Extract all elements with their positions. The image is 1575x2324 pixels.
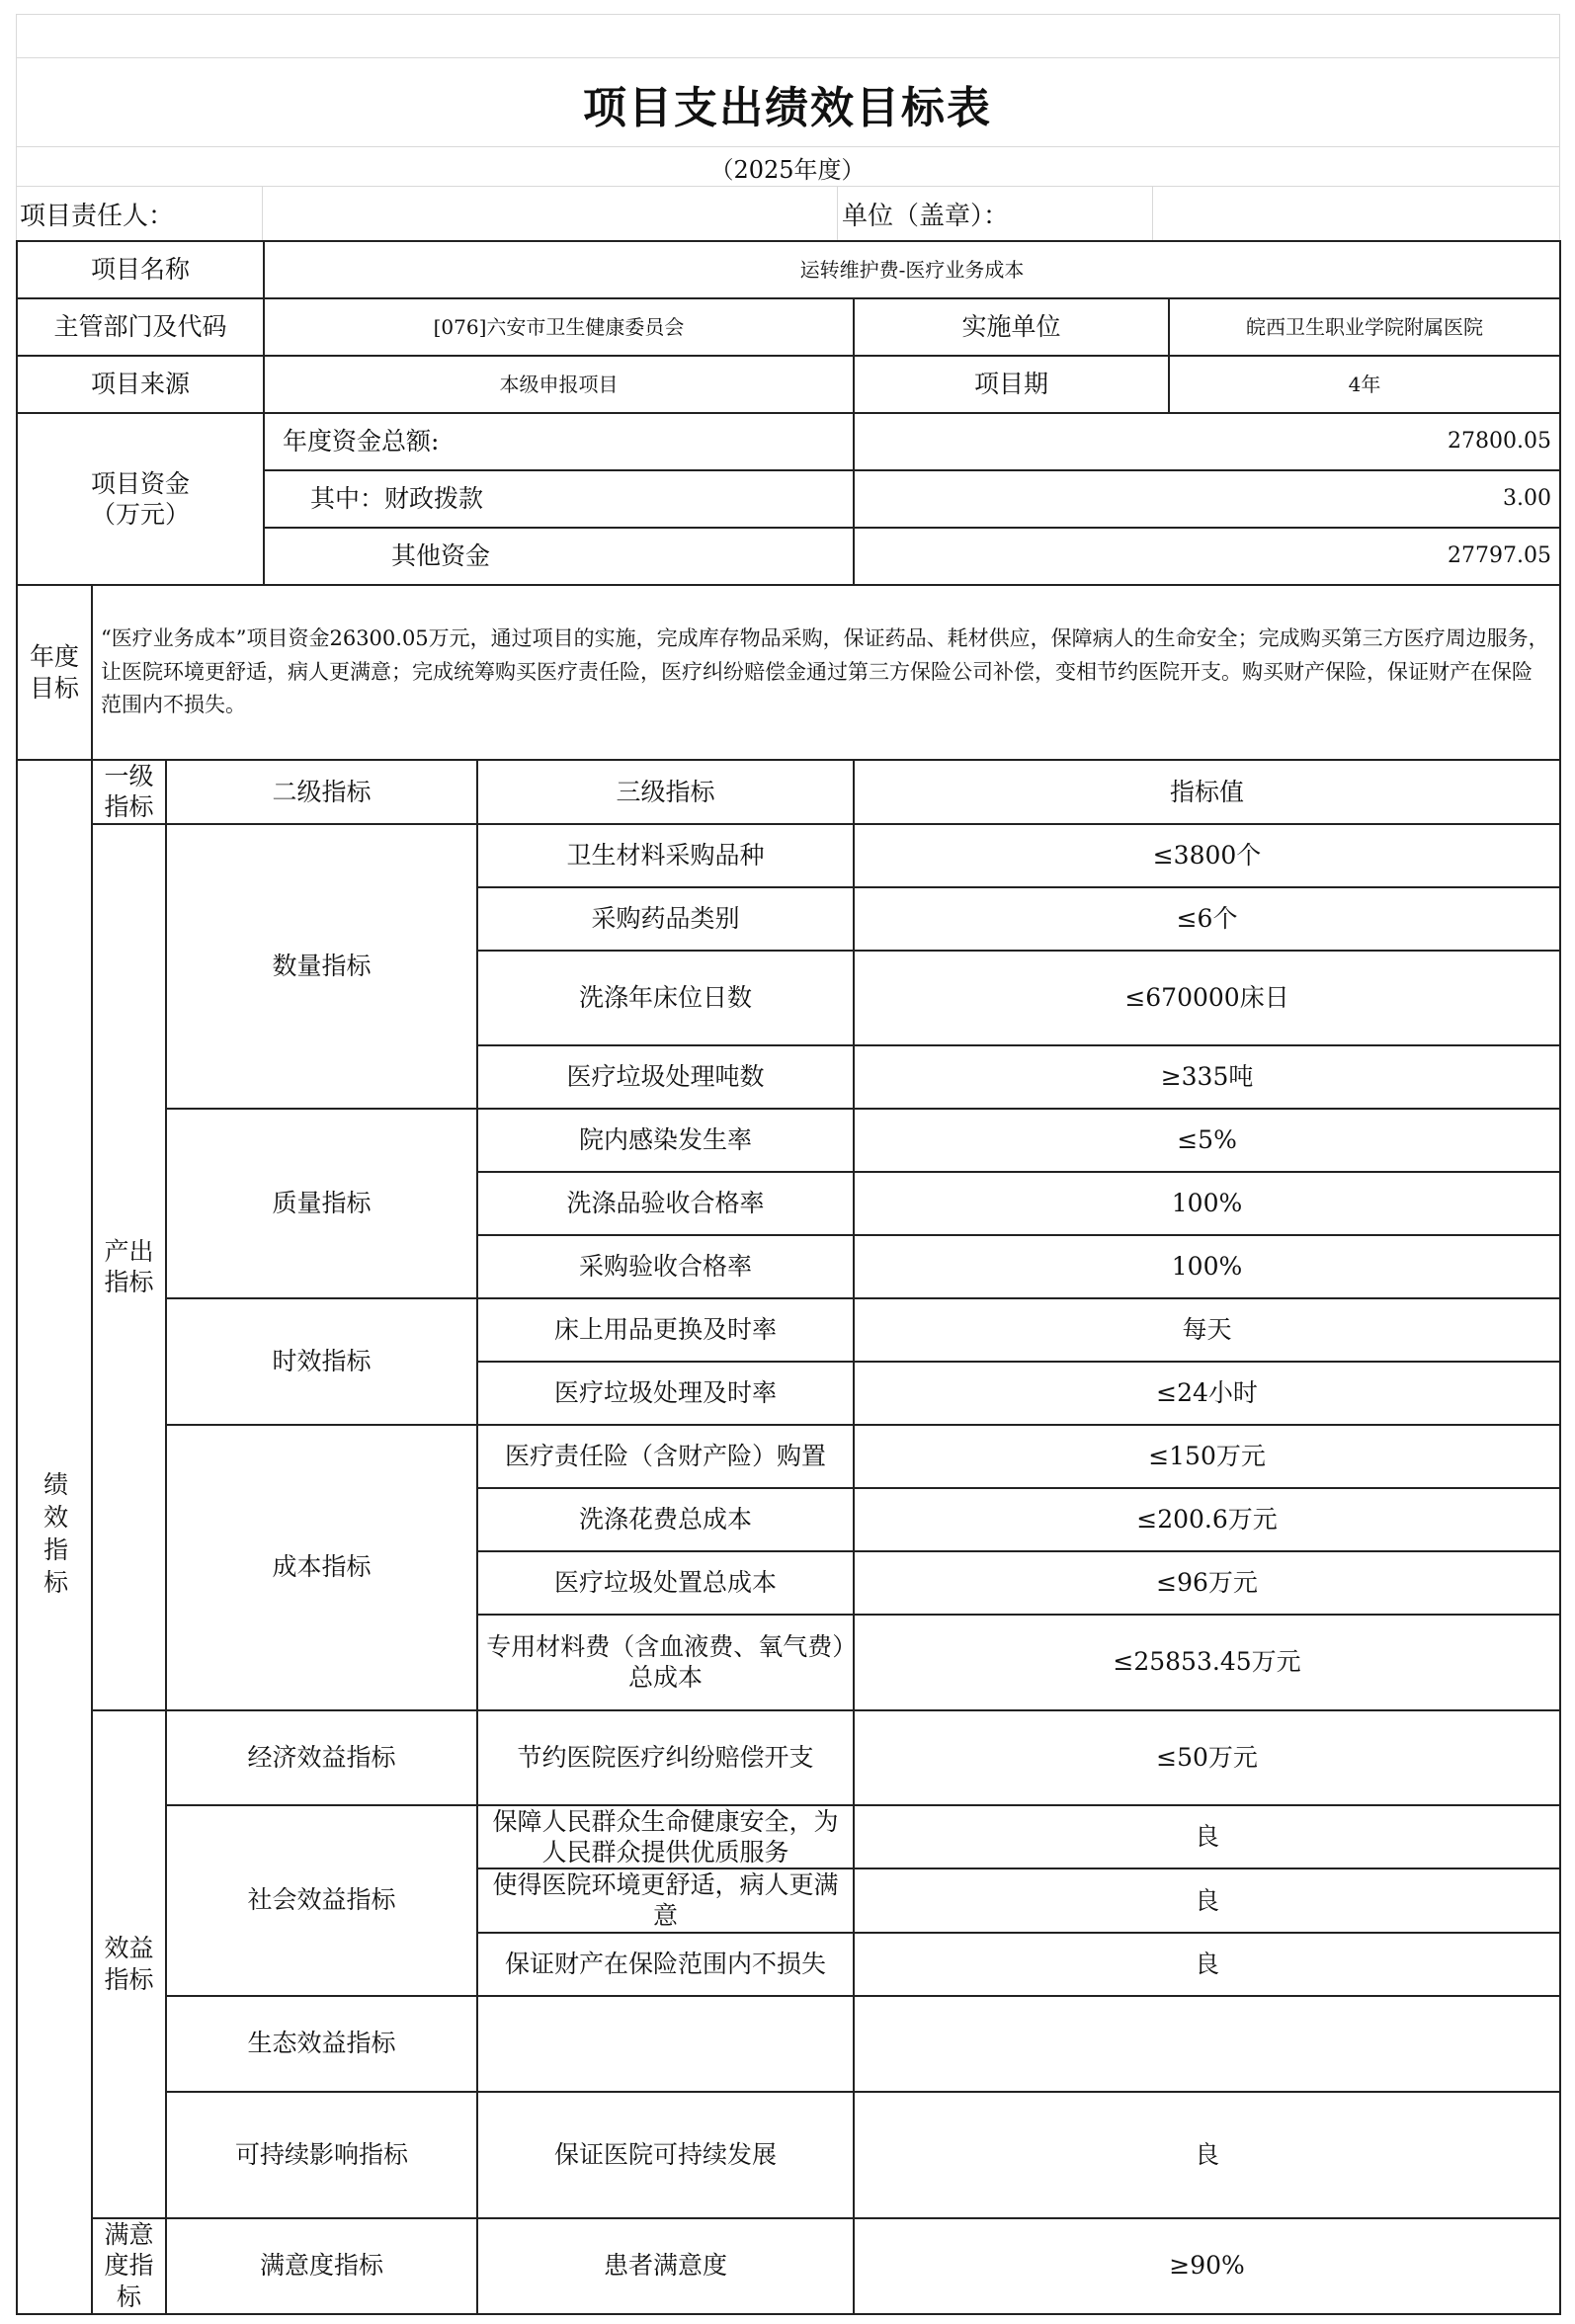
indicator-value: ≤200.6万元 [854,1488,1560,1551]
indicator-value: 良 [854,1868,1560,1933]
indicator-value: ≤25853.45万元 [854,1615,1560,1710]
indicator-value: 良 [854,1805,1560,1869]
table-row [17,1996,1560,2092]
project-source-label: 项目来源 [17,356,264,413]
row-total-funds [17,413,1560,470]
indicator-name: 保证医院可持续发展 [477,2092,854,2218]
project-name-value: 运转维护费-医疗业务成本 [264,241,1560,298]
project-period-label: 项目期 [854,356,1169,413]
indicator-value: ≤96万元 [854,1551,1560,1615]
indicator-name: 保障人民群众生命健康安全，为人民群众提供优质服务 [477,1805,854,1869]
col-value-header: 指标值 [854,760,1560,824]
social-benefit-label: 社会效益指标 [166,1805,477,1996]
row-annual-goal [17,585,1560,760]
indicator-value: ≥335吨 [854,1045,1560,1109]
implementing-unit-value: 皖西卫生职业学院附属医院 [1169,298,1560,356]
annual-goal-label [17,585,92,760]
indicator-name: 医疗垃圾处置总成本 [477,1551,854,1615]
benefit-indicators-label: 效益指标 [92,1710,166,2218]
table-row [17,1805,1560,1869]
unit-seal-label: 单位（盖章）： [842,201,1010,231]
indicator-name: 采购药品类别 [477,887,854,951]
grid-line [1152,186,1153,241]
table-row [17,1710,1560,1805]
indicator-value: ≤50万元 [854,1710,1560,1805]
other-funds-value: 27797.05 [854,528,1560,585]
grid-line [1559,14,1560,241]
indicator-name: 采购验收合格率 [477,1235,854,1298]
table-row [17,2092,1560,2218]
department-value: [076]六安市卫生健康委员会 [264,298,854,356]
col-level2-header: 二级指标 [166,760,477,824]
indicator-name [477,1996,854,2092]
indicator-value: ≤24小时 [854,1362,1560,1425]
economic-benefit-label: 经济效益指标 [166,1710,477,1805]
indicator-name: 使得医院环境更舒适，病人更满意 [477,1868,854,1933]
grid-line [16,186,1559,187]
department-label: 主管部门及代码 [17,298,264,356]
col-level1-header: 一级指标 [92,760,166,824]
indicator-name: 医疗垃圾处理吨数 [477,1045,854,1109]
indicator-value [854,1996,1560,2092]
quality-indicators-label: 质量指标 [166,1109,477,1298]
table-row [17,1425,1560,1488]
indicator-name: 医疗责任险（含财产险）购置 [477,1425,854,1488]
sustainable-impact-label: 可持续影响指标 [166,2092,477,2218]
indicator-value: ≤3800个 [854,824,1560,887]
satisfaction-indicators-label: 满意度指标 [92,2218,166,2314]
project-funds-label [17,413,264,585]
indicator-name: 洗涤年床位日数 [477,951,854,1045]
other-funds-label: 其他资金 [264,528,854,585]
table-row [17,824,1560,887]
row-department [17,298,1560,356]
indicator-value: ≤670000床日 [854,951,1560,1045]
indicator-name: 洗涤品验收合格率 [477,1172,854,1235]
project-period-value: 4年 [1169,356,1560,413]
grid-line [16,57,1559,58]
implementing-unit-label: 实施单位 [854,298,1169,356]
indicator-name: 床上用品更换及时率 [477,1298,854,1362]
indicator-name: 专用材料费（含血液费、氧气费）总成本 [477,1615,854,1710]
responsible-person-label: 项目责任人： [20,201,175,231]
indicator-value: 100% [854,1172,1560,1235]
ecological-benefit-label: 生态效益指标 [166,1996,477,2092]
fiscal-funds-label: 其中：财政拨款 [264,470,854,528]
table-row [17,1298,1560,1362]
indicator-name: 节约医院医疗纠纷赔偿开支 [477,1710,854,1805]
page-title: 项目支出绩效目标表 [583,83,992,133]
indicator-name: 卫生材料采购品种 [477,824,854,887]
indicator-header-row [17,760,1560,824]
project-funds-label-line1: 项目资金 [91,468,191,498]
indicator-value: ≤5% [854,1109,1560,1172]
timeliness-indicators-label: 时效指标 [166,1298,477,1425]
satisfaction-level2-label: 满意度指标 [166,2218,477,2314]
annual-goal-label-line2: 目标 [29,673,79,703]
indicator-name: 医疗垃圾处理及时率 [477,1362,854,1425]
project-name-label: 项目名称 [17,241,264,298]
row-project-name [17,241,1560,298]
indicator-value: 每天 [854,1298,1560,1362]
quantity-indicators-label: 数量指标 [166,824,477,1109]
total-funds-label: 年度资金总额: [264,413,854,470]
indicator-value: ≤150万元 [854,1425,1560,1488]
indicator-value: ≥90% [854,2218,1560,2314]
fiscal-year: （2025年度） [709,155,866,184]
annual-goal-label-line1: 年度 [29,642,79,672]
project-funds-label-line2: （万元） [91,500,191,529]
indicator-name: 院内感染发生率 [477,1109,854,1172]
performance-indicators-label: 绩效指标 [17,760,92,2314]
grid-line [262,186,263,241]
indicator-value: 良 [854,2092,1560,2218]
cost-indicators-label: 成本指标 [166,1425,477,1710]
col-level3-header: 三级指标 [477,760,854,824]
total-funds-value: 27800.05 [854,413,1560,470]
grid-line [16,14,1559,15]
indicator-name: 洗涤花费总成本 [477,1488,854,1551]
row-source [17,356,1560,413]
performance-table [16,240,1561,2315]
project-source-value: 本级申报项目 [264,356,854,413]
fiscal-funds-value: 3.00 [854,470,1560,528]
table-row [17,2218,1560,2314]
output-indicators-label: 产出指标 [92,824,166,1710]
grid-line [837,186,838,241]
indicator-value: ≤6个 [854,887,1560,951]
table-row [17,1109,1560,1172]
indicator-name: 保证财产在保险范围内不损失 [477,1933,854,1996]
annual-goal-text: “医疗业务成本”项目资金26300.05万元，通过项目的实施，完成库存物品采购，保证药品、耗材供应，保障病人的生命安全；完成购买第三方医疗周边服务，让医院环境更舒适，病人更满意；完成统筹购买医疗责任险，医疗纠纷赔偿金通过第三方保险公司补偿，变相节约医院开支。购买财产保险，保证财产在保险范围内不损失。 [92,585,1560,760]
indicator-value: 100% [854,1235,1560,1298]
indicator-name: 患者满意度 [477,2218,854,2314]
indicator-value: 良 [854,1933,1560,1996]
